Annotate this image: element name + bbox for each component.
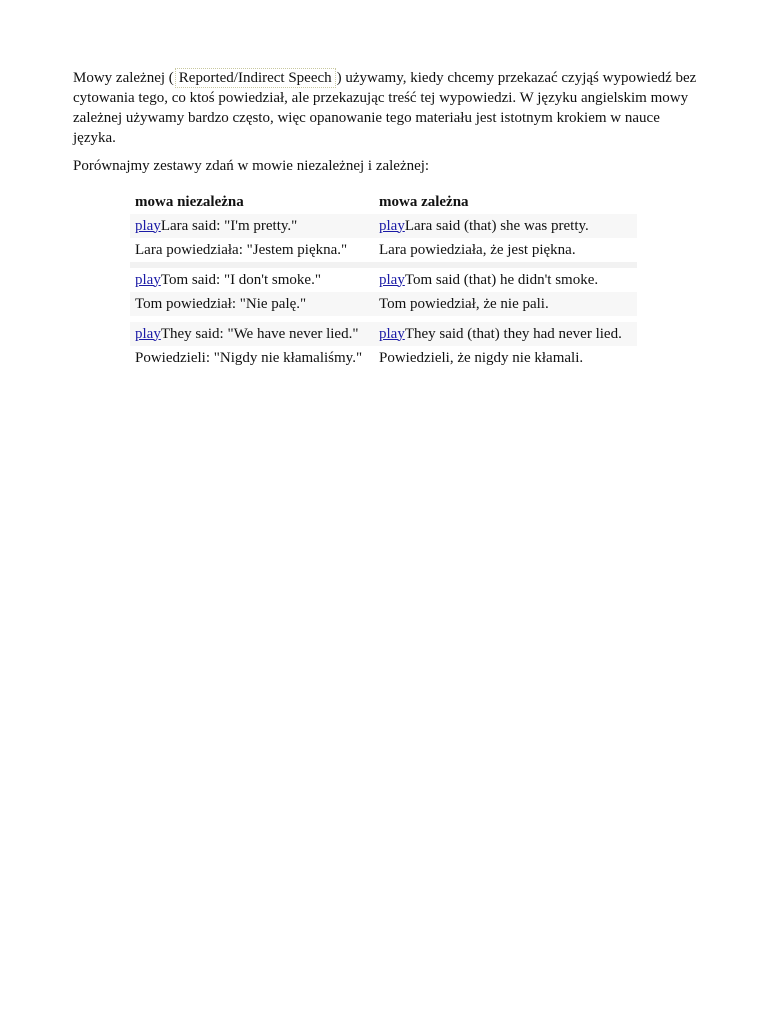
play-link[interactable]: play [135,325,161,342]
compare-paragraph: Porównajmy zestawy zdań w mowie niezależnej i zależnej: [73,158,430,174]
intro-text-before: Mowy zależnej ( [73,70,174,86]
play-link[interactable]: play [379,271,405,288]
table-row [130,346,637,370]
reported-sentence-en [374,268,637,292]
direct-sentence-en [130,268,374,292]
header-reported-speech: mowa zależna [379,193,469,210]
table-row [130,268,637,292]
direct-sentence-en [130,214,374,238]
sentence-text: They said (that) they had never lied. [404,325,622,342]
reported-sentence-pl: Lara powiedziała, że jest piękna. [379,241,576,258]
table-row [130,214,637,238]
reported-sentence-pl: Powiedzieli, że nigdy nie kłamali. [379,349,584,366]
intro-paragraph [73,68,703,148]
reported-sentence-pl: Tom powiedział, że nie pali. [374,292,637,316]
direct-sentence-pl: Powiedzieli: "Nigdy nie kłamaliśmy." [135,349,363,366]
sentence-text: Lara said (that) she was pretty. [404,217,589,234]
table-row [130,292,637,316]
sentence-text: They said: "We have never lied." [160,325,359,342]
sentence-text: Tom said (that) he didn't smoke. [404,271,599,288]
speech-comparison-table [130,190,637,370]
play-link[interactable]: play [135,217,161,234]
play-link[interactable]: play [135,271,161,288]
sentence-text: Lara said: "I'm pretty." [160,217,298,234]
play-link[interactable]: play [379,217,405,234]
article-content [0,0,703,370]
term-highlight[interactable]: Reported/Indirect Speech [175,68,336,88]
table-row [130,322,637,346]
table-header-row [130,190,637,214]
intro-text-after: ) używamy, kiedy chcemy przekazać czyjąś wypowiedź bez cytowania tego, co ktoś powiedział, ale przekazując treść tej wypowiedzi. W języku angielskim mowy zależnej używamy bardzo często, więc opanowanie tego materiału jest istotnym krokiem w nauce języka. [73,70,697,146]
reported-sentence-en [374,322,637,346]
direct-sentence-pl: Lara powiedziała: "Jestem piękna." [135,241,348,258]
direct-sentence-en [130,322,374,346]
sentence-text: Tom said: "I don't smoke." [160,271,321,288]
direct-sentence-pl: Tom powiedział: "Nie palę." [130,292,374,316]
table-row [130,238,637,262]
reported-sentence-en [374,214,637,238]
header-direct-speech: mowa niezależna [135,193,244,210]
play-link[interactable]: play [379,325,405,342]
